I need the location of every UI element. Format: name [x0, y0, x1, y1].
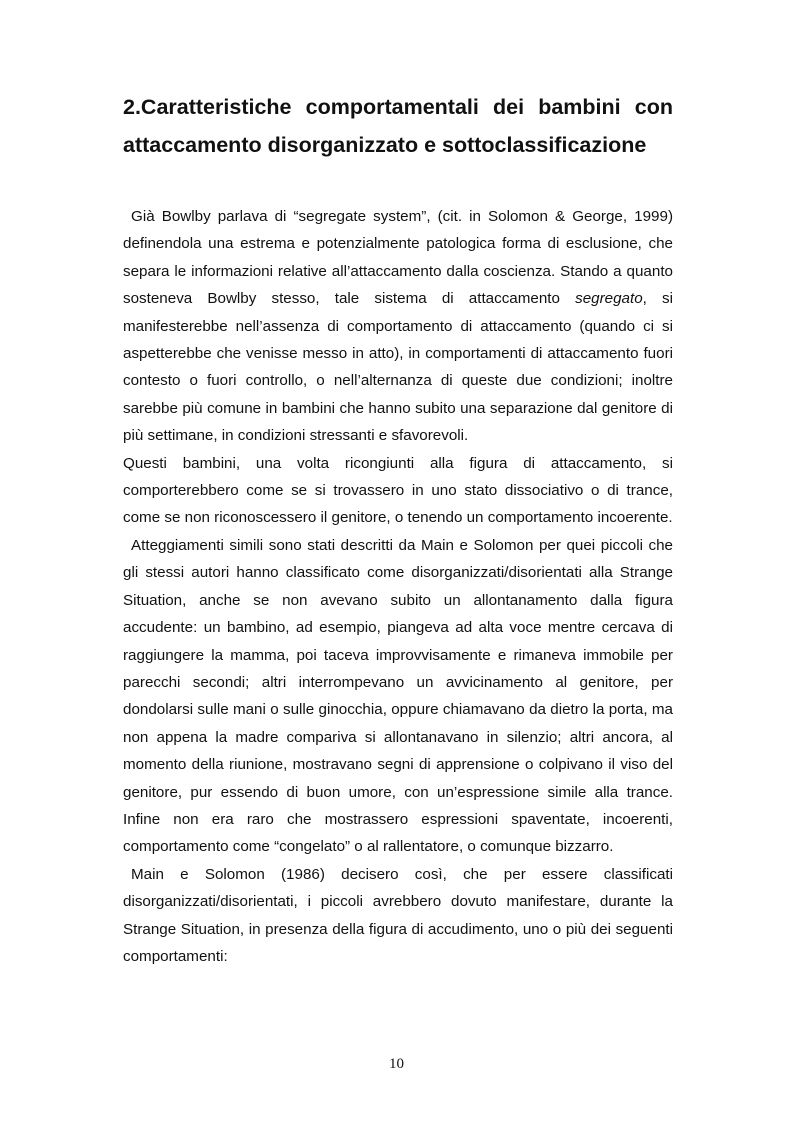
paragraph-3: Atteggiamenti simili sono stati descritti da Main e Solomon per quei piccoli che gli stessi autori hanno classificato come disorganizzati/disorientati alla Strange Situation, anche se non avevano subito un allontanamento dalla figura accudente: un bambino, ad esempio, piangeva ad alta voce mentre cercava di raggiungere la mamma, poi taceva improvvisamente e rimaneva immobile per parecchi secondi; altri interrompevano un avvicinamento al genitore, per dondolarsi sulle mani o sulle ginocchia, oppure chiamavano da dietro la porta, ma non appena la madre compariva si allontanavano in silenzio; altri ancora, al momento della riunione, mostravano segni di apprensione o colpivano il viso del genitore, pur essendo di buon umore, con un’espressione simile alla trance. Infine non era raro che mostrassero espressioni spaventate, incoerenti, comportamento come “congelato” o al rallentatore, o comunque bizzarro. [123, 536, 673, 856]
paragraph-1-text-start: Già Bowlby parlava di “segregate system”, (cit. in Solomon & George, 1999) definendola una estrema e potenzialmente patologica forma di esclusione, che separa le informazioni relative all’attaccamento dalla coscienza. Stando a quanto sosteneva Bowlby stesso, tale sistema di attaccamento [123, 208, 673, 308]
italic-term: segregato [575, 290, 643, 308]
section-title: 2.Caratteristiche comportamentali dei bambini con attaccamento disorganizzato e sottoclassificazione [123, 95, 673, 157]
paragraph-2: Questi bambini, una volta ricongiunti alla figura di attaccamento, si comporterebbero come se si trovassero in uno stato dissociativo o di trance, come se non riconoscessero il genitore, o tenendo un comportamento incoerente. [123, 454, 673, 527]
paragraph-1 [123, 203, 673, 450]
page-number: 10 [389, 1056, 404, 1072]
body-text [123, 203, 673, 970]
paragraph-4: Main e Solomon (1986) decisero così, che per essere classificati disorganizzati/disorientati, i piccoli avrebbero dovuto manifestare, durante la Strange Situation, in presenza della figura di accudimento, uno o più dei seguenti comportamenti: [123, 865, 673, 965]
paragraph-1-text-end: , si manifesterebbe nell’assenza di comportamento di attaccamento (quando ci si aspetterebbe che venisse messo in atto), in comportamenti di attaccamento fuori contesto o fuori controllo, o nell’alternanza di queste due condizioni; inoltre sarebbe più comune in bambini che hanno subito una separazione dal genitore di più settimane, in condizioni stressanti e sfavorevoli. [123, 290, 673, 445]
